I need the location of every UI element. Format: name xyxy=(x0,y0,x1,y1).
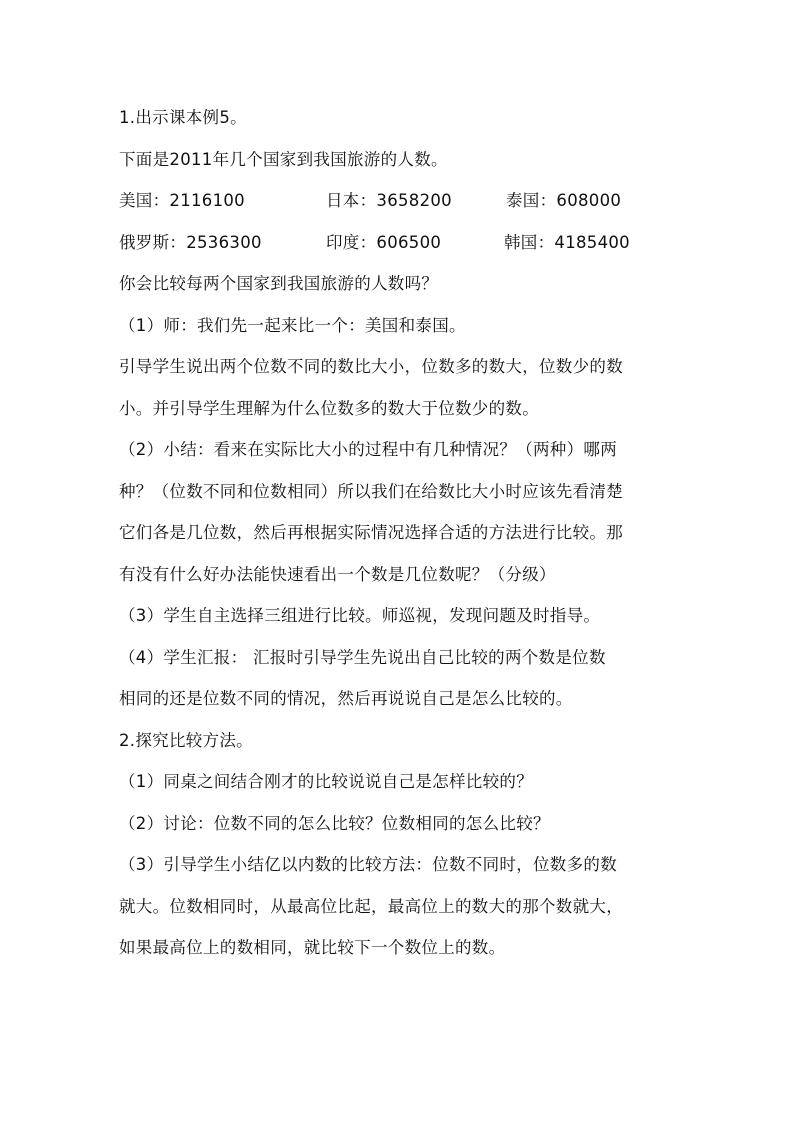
data-cell: 泰国：608000 xyxy=(506,191,622,210)
paragraph: 种？（位数不同和位数相同）所以我们在给数比大小时应该先看清楚 xyxy=(119,481,623,501)
paragraph: 如果最高位上的数相同，就比较下一个数位上的数。 xyxy=(119,938,506,957)
paragraph: （4）学生汇报： 汇报时引导学生先说出自己比较的两个数是位数 xyxy=(119,647,606,667)
paragraph: 你会比较每两个国家到我国旅游的人数吗？ xyxy=(119,274,439,293)
paragraph: （1）同桌之间结合刚才的比较说说自己是怎样比较的？ xyxy=(119,772,533,791)
paragraph: （2）讨论：位数不同的怎么比较？位数相同的怎么比较？ xyxy=(119,813,550,833)
paragraph: （3）引导学生小结亿以内数的比较方法：位数不同时，位数多的数 xyxy=(119,855,617,874)
data-cell: 印度：606500 xyxy=(326,232,442,252)
data-cell: 俄罗斯：2536300 xyxy=(119,232,262,252)
paragraph: 小。并引导学生理解为什么位数多的数大于位数少的数。 xyxy=(119,398,539,418)
paragraph: 就大。位数相同时，从最高位比起，最高位上的数大的那个数就大， xyxy=(119,896,623,916)
section-heading: 1.出示课本例5。 xyxy=(119,108,247,127)
document-page xyxy=(119,104,689,976)
paragraph: （3）学生自主选择三组进行比较。师巡视，发现问题及时指导。 xyxy=(119,606,601,625)
section-heading: 2.探究比较方法。 xyxy=(119,730,253,750)
paragraph: 下面是2011年几个国家到我国旅游的人数。 xyxy=(119,149,448,169)
data-cell: 韩国：4185400 xyxy=(504,232,630,252)
data-cell: 美国：2116100 xyxy=(119,191,245,210)
paragraph: 相同的还是位数不同的情况，然后再说说自己是怎么比较的。 xyxy=(119,689,573,708)
data-row xyxy=(119,187,689,229)
data-row xyxy=(119,229,689,271)
paragraph: （2）小结：看来在实际比大小的过程中有几种情况？（两种）哪两 xyxy=(119,440,617,459)
paragraph: 它们各是几位数，然后再根据实际情况选择合适的方法进行比较。那 xyxy=(119,523,623,542)
paragraph: 有没有什么好办法能快速看出一个数是几位数呢？（分级） xyxy=(119,564,556,584)
data-cell: 日本：3658200 xyxy=(326,191,452,210)
paragraph: （1）师：我们先一起来比一个：美国和泰国。 xyxy=(119,315,466,335)
paragraph: 引导学生说出两个位数不同的数比大小，位数多的数大，位数少的数 xyxy=(119,357,623,376)
